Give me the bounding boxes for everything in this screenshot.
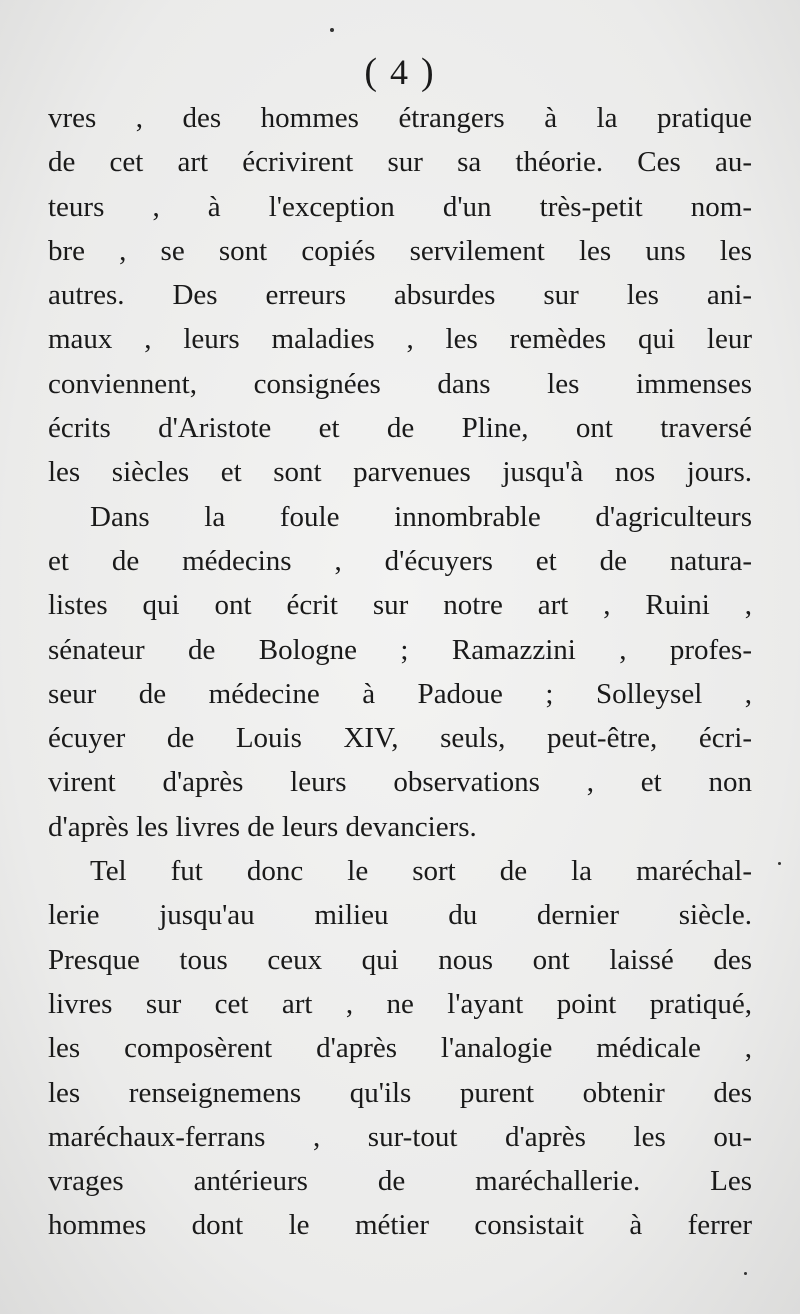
- text-line: Tel fut donc le sort de la maréchal-: [90, 855, 752, 888]
- body-text: [48, 96, 752, 1248]
- page-number-open-paren: (: [364, 51, 379, 93]
- paragraph-1: [48, 96, 752, 495]
- text-line: et de médecins , d'écuyers et de natura-: [48, 544, 752, 577]
- text-line: de cet art écrivirent sur sa théorie. Ces au-: [48, 146, 752, 179]
- text-line: bre , se sont copiés servilement les uns les: [48, 234, 752, 267]
- ink-speck: [744, 1272, 747, 1275]
- text-line: les renseignemens qu'ils purent obtenir des: [48, 1076, 752, 1109]
- text-line: les siècles et sont parvenues jusqu'à nos jours.: [48, 456, 752, 489]
- text-line: conviennent, consignées dans les immenses: [48, 367, 752, 400]
- text-line: autres. Des erreurs absurdes sur les ani-: [48, 279, 752, 312]
- text-line: lerie jusqu'au milieu du dernier siècle.: [48, 899, 752, 932]
- text-line: les composèrent d'après l'analogie médicale ,: [48, 1032, 752, 1065]
- ink-speck: [778, 862, 781, 865]
- page-number: [0, 42, 800, 102]
- text-line: hommes dont le métier consistait à ferrer: [48, 1209, 752, 1242]
- ink-speck: [330, 28, 334, 32]
- page-number-value: 4: [390, 52, 410, 92]
- text-line: maux , leurs maladies , les remèdes qui leur: [48, 323, 752, 356]
- paragraph-3: [48, 849, 752, 1248]
- text-line: virent d'après leurs observations , et non: [48, 766, 752, 799]
- text-line: vres , des hommes étrangers à la pratique: [48, 102, 752, 134]
- text-line: Dans la foule innombrable d'agriculteurs: [90, 500, 752, 533]
- text-line: d'après les livres de leurs devanciers.: [48, 810, 477, 843]
- page-number-close-paren: ): [421, 51, 436, 93]
- text-line: livres sur cet art , ne l'ayant point pratiqué,: [48, 987, 752, 1020]
- text-line: teurs , à l'exception d'un très-petit nom-: [48, 190, 752, 223]
- text-line: seur de médecine à Padoue ; Solleysel ,: [48, 677, 752, 710]
- text-line: sénateur de Bologne ; Ramazzini , profes-: [48, 633, 752, 666]
- text-line: écuyer de Louis XIV, seuls, peut-être, écri-: [48, 722, 752, 755]
- text-line: Presque tous ceux qui nous ont laissé des: [48, 943, 752, 976]
- text-line: listes qui ont écrit sur notre art , Ruini ,: [48, 589, 752, 622]
- text-line: écrits d'Aristote et de Pline, ont traversé: [48, 412, 752, 445]
- text-line: vrages antérieurs de maréchallerie. Les: [48, 1165, 752, 1198]
- text-line: maréchaux-ferrans , sur-tout d'après les ou-: [48, 1120, 752, 1153]
- paragraph-2: [48, 495, 752, 849]
